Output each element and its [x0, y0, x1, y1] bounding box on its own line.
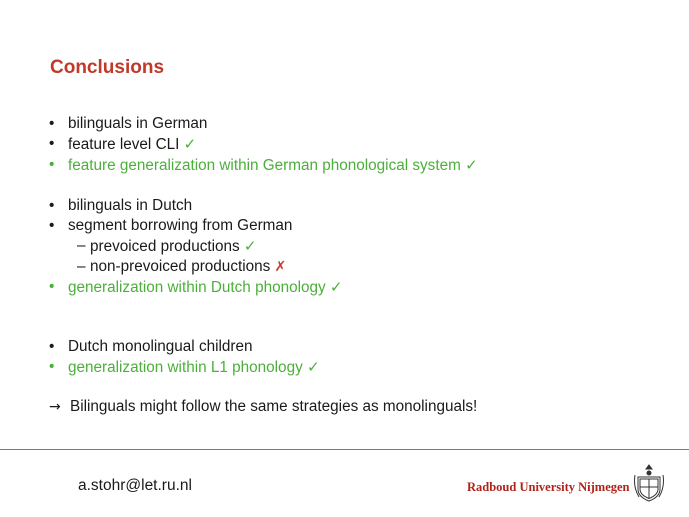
item-text: feature level CLI [68, 136, 180, 154]
dash-icon: – [77, 257, 86, 275]
bullet-icon: • [49, 115, 55, 132]
item-text: generalization within L1 phonology [68, 358, 303, 376]
footer-divider [0, 449, 689, 450]
conclusion-text: Bilinguals might follow the same strategies as monolinguals! [70, 398, 478, 416]
item-text: feature generalization within German phonological system [68, 156, 461, 174]
footer-email: a.stohr@let.ru.nl [78, 477, 192, 494]
item-text: generalization within Dutch phonology [68, 279, 326, 297]
checkmark-icon: ✓ [465, 155, 478, 174]
bullet-icon: • [49, 337, 55, 355]
list-item [49, 114, 669, 134]
bullet-icon: • [49, 155, 55, 173]
dash-icon: – [77, 237, 86, 255]
bullet-list [49, 114, 669, 418]
bullet-icon: • [49, 196, 55, 214]
list-item [49, 216, 669, 236]
list-item [49, 155, 669, 175]
university-name: Radboud University Nijmegen [467, 480, 630, 494]
checkmark-icon: ✓ [329, 278, 343, 297]
checkmark-icon: ✓ [243, 237, 257, 256]
list-item [49, 337, 669, 357]
bullet-icon: • [49, 357, 55, 375]
item-text: bilinguals in German [68, 115, 208, 132]
bullet-icon: • [49, 278, 55, 296]
slide-title: Conclusions [50, 57, 165, 78]
bullet-icon: • [49, 216, 55, 234]
list-item [49, 196, 669, 216]
cross-icon: ✗ [274, 258, 287, 275]
list-item [49, 134, 669, 154]
list-item [49, 357, 669, 377]
arrow-right-icon: → [49, 399, 61, 416]
bullet-icon: • [49, 135, 55, 153]
university-crest-icon [633, 463, 665, 503]
sub-list-item [49, 236, 669, 256]
list-item [49, 277, 669, 297]
item-text: non-prevoiced productions [90, 257, 271, 275]
item-text: Dutch monolingual children [68, 337, 253, 355]
item-text: prevoiced productions [90, 238, 240, 256]
checkmark-icon: ✓ [183, 135, 197, 154]
conclusion-line [49, 397, 669, 417]
item-text: bilinguals in Dutch [68, 196, 193, 214]
checkmark-icon: ✓ [306, 357, 320, 376]
item-text: segment borrowing from German [68, 216, 293, 234]
sub-list-item [49, 257, 669, 277]
